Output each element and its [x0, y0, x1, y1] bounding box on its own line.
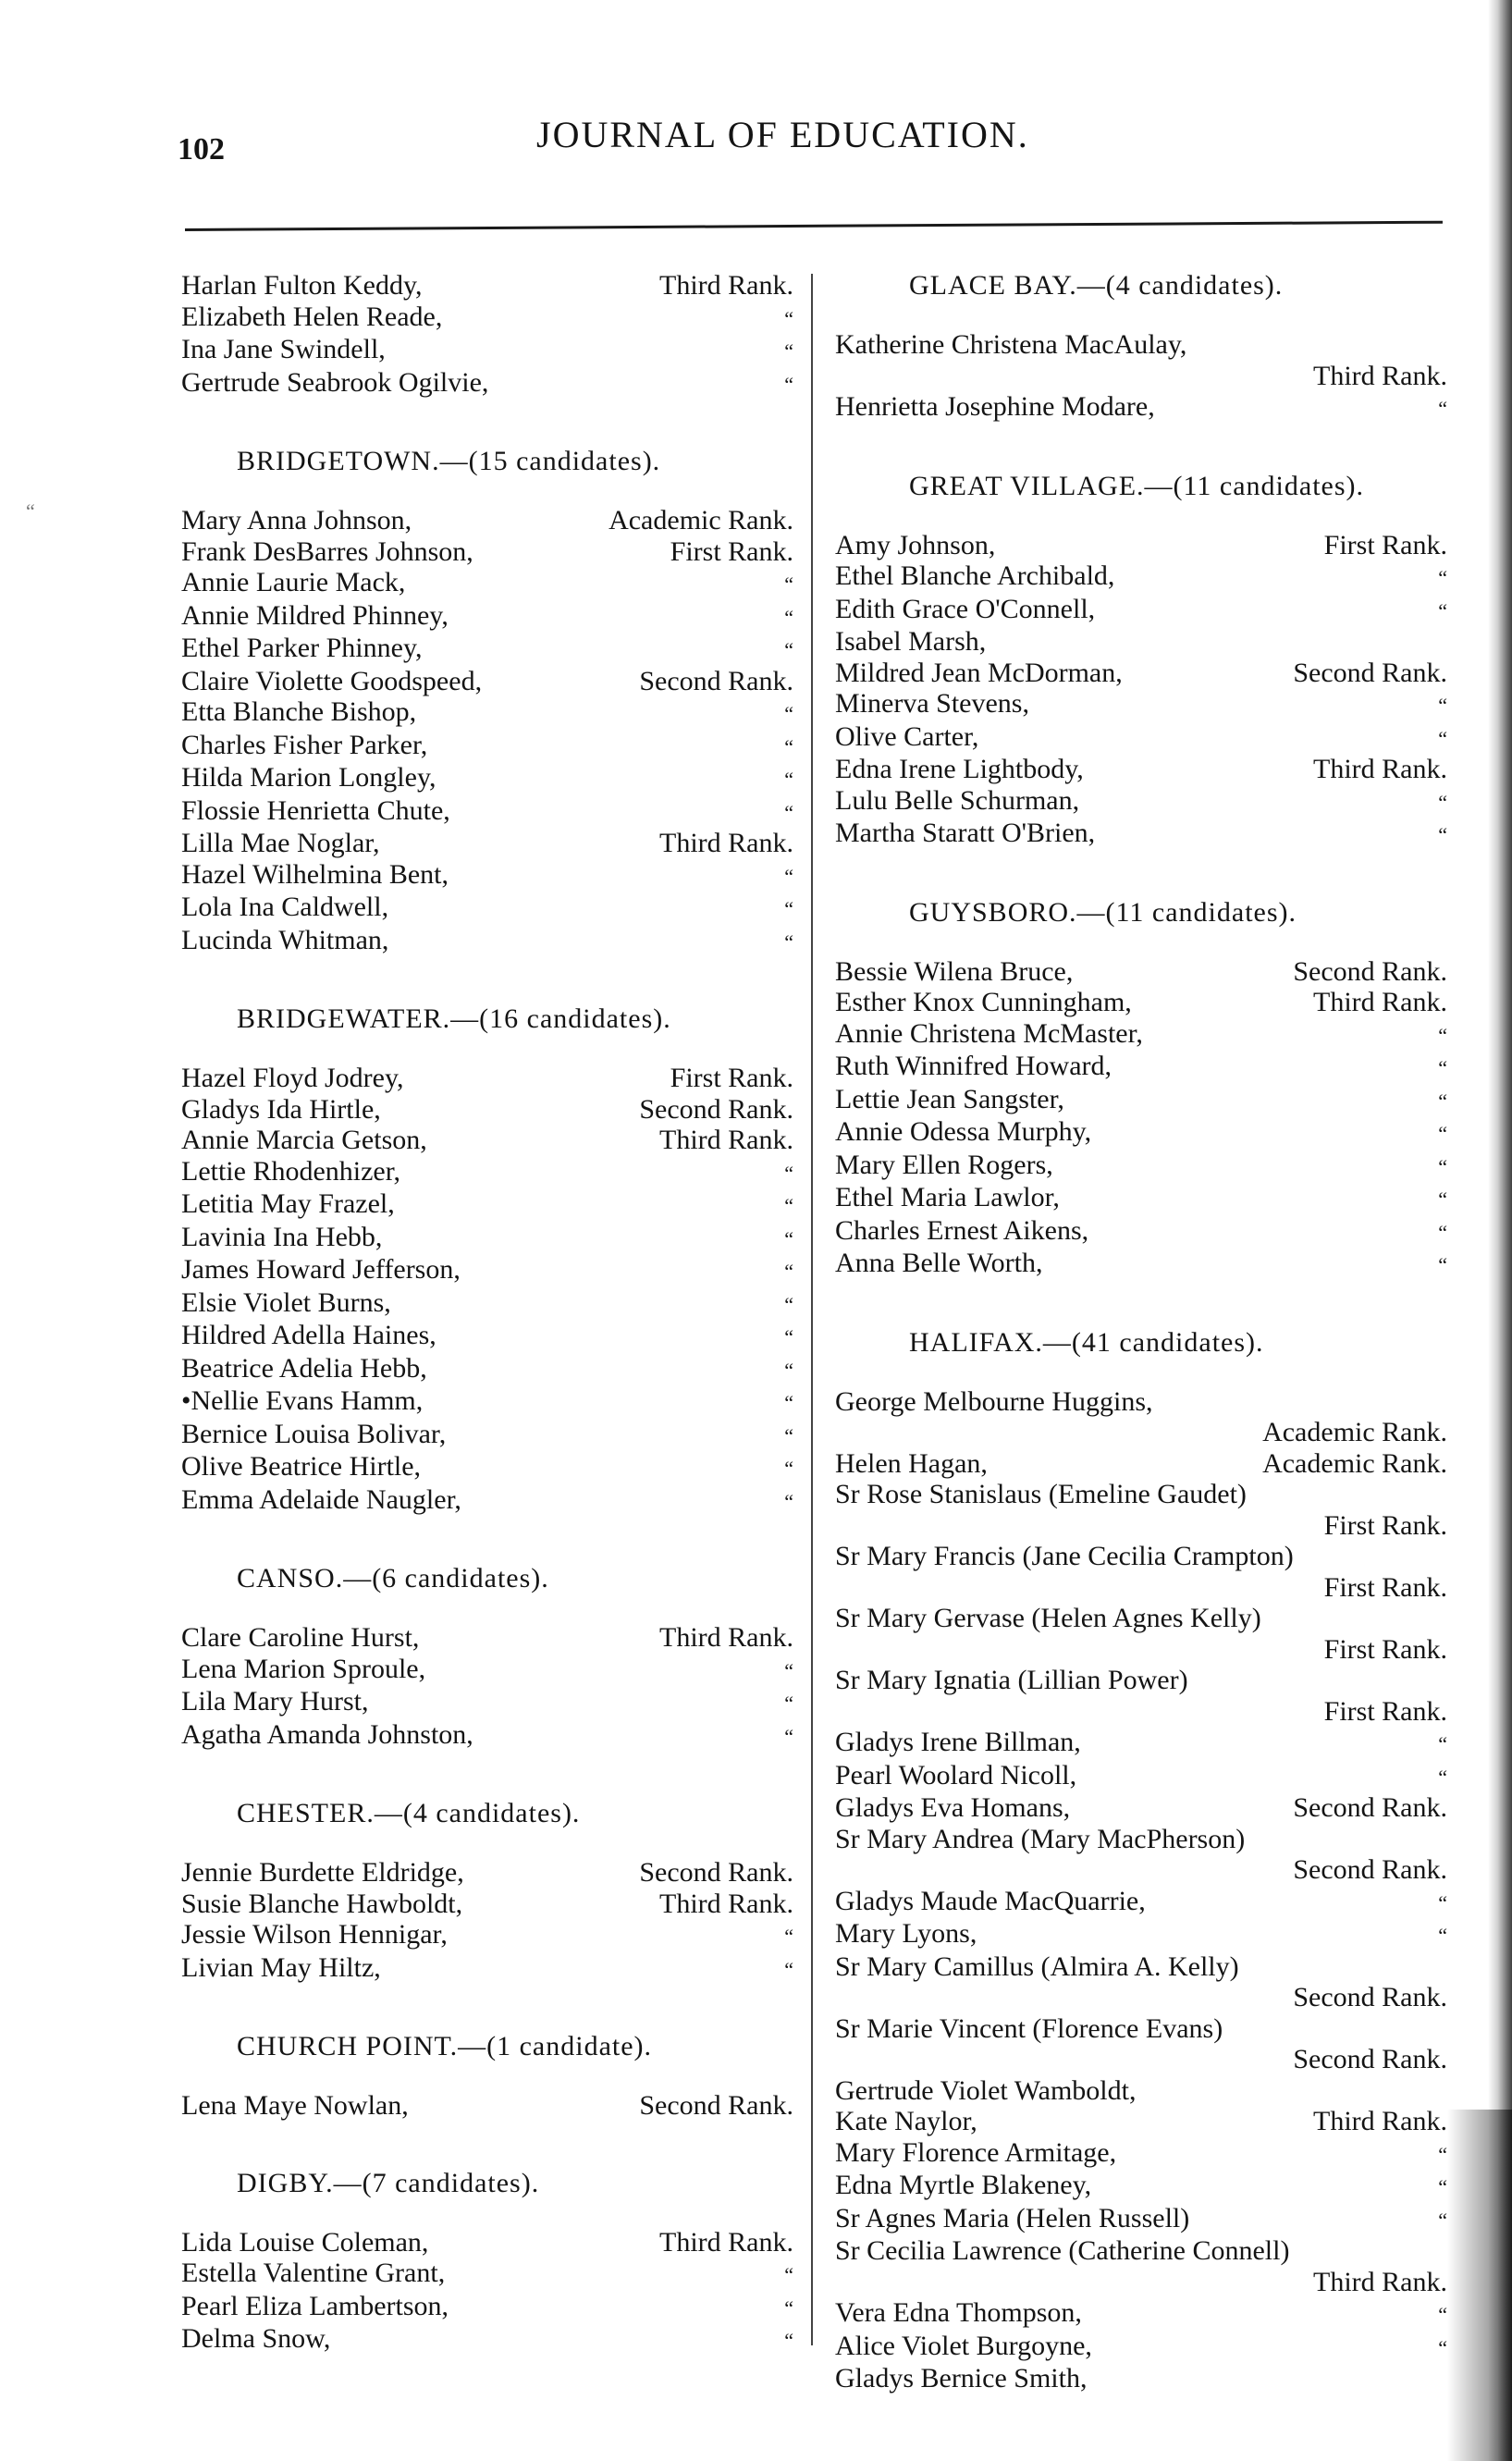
ditto-mark: “ — [1438, 726, 1447, 750]
candidate-row — [181, 1919, 810, 1952]
candidate-name: Bessie Wilena Bruce, — [835, 955, 1074, 987]
candidate-rank: Second Rank. — [1293, 1854, 1447, 1885]
candidate-name: Esther Knox Cunningham, — [835, 987, 1132, 1017]
section-heading: CHURCH POINT.—(1 candidate). — [237, 2031, 653, 2061]
candidate-row — [835, 594, 1464, 627]
ditto-mark: “ — [1438, 566, 1447, 589]
ditto-mark: “ — [784, 1489, 793, 1513]
candidate-name: Lulu Belle Schurman, — [835, 784, 1080, 816]
candidate-rank: First Rank. — [670, 535, 793, 567]
candidate-name: Elizabeth Helen Reade, — [181, 301, 443, 332]
ditto-mark: “ — [1438, 1732, 1447, 1755]
candidate-name: Letitia May Frazel, — [181, 1188, 395, 1219]
candidate-name: Sr Mary Andrea (Mary MacPherson) — [835, 1823, 1246, 1854]
right-column — [835, 270, 1464, 2441]
candidate-row — [835, 391, 1464, 425]
ditto-mark: “ — [784, 339, 793, 363]
candidate-row — [835, 1792, 1464, 1824]
candidate-row — [835, 1386, 1464, 1448]
section-continued — [181, 270, 810, 400]
ditto-mark: “ — [784, 1724, 793, 1748]
ditto-mark: “ — [1438, 1220, 1447, 1244]
candidate-name: Isabel Marsh, — [835, 626, 987, 657]
candidate-rank: Second Rank. — [639, 665, 793, 696]
candidate-name: Lucinda Whitman, — [181, 924, 389, 955]
candidate-row — [835, 1448, 1464, 1480]
candidate-row — [181, 633, 810, 666]
candidate-name: Jennie Burdette Eldridge, — [181, 1857, 464, 1888]
candidate-row — [835, 1603, 1464, 1665]
candidate-name: Emma Adelaide Naugler, — [181, 1483, 461, 1515]
ditto-mark: “ — [784, 1358, 793, 1382]
candidate-name: Elsie Violet Burns, — [181, 1286, 391, 1318]
candidate-name: Ethel Parker Phinney, — [181, 633, 423, 663]
ditto-mark: “ — [784, 1658, 793, 1682]
ditto-mark: “ — [784, 605, 793, 629]
ditto-mark: “ — [1438, 397, 1447, 420]
candidate-row — [835, 2013, 1464, 2075]
candidate-name: Olive Beatrice Hirtle, — [181, 1451, 422, 1482]
ditto-mark: “ — [1438, 2303, 1447, 2326]
candidate-row — [181, 666, 810, 697]
section-heading: GREAT VILLAGE.—(11 candidates). — [909, 470, 1365, 501]
candidate-name: Lola Ina Caldwell, — [181, 892, 389, 922]
candidate-row — [835, 721, 1464, 755]
ditto-mark: “ — [784, 1161, 793, 1185]
candidate-rank: Third Rank. — [1313, 360, 1447, 391]
candidate-name: Ethel Blanche Archibald, — [835, 560, 1115, 591]
candidate-row — [181, 1484, 810, 1518]
ditto-mark: “ — [784, 638, 793, 661]
ditto-mark: “ — [1438, 1023, 1447, 1047]
candidate-name: Hazel Wilhelmina Bent, — [181, 858, 449, 890]
candidate-row — [835, 1215, 1464, 1249]
ditto-mark: “ — [1438, 2175, 1447, 2198]
candidate-row — [181, 1719, 810, 1753]
candidate-rank: First Rank. — [1323, 1695, 1447, 1727]
candidate-name: Lena Marion Sproule, — [181, 1653, 426, 1684]
candidate-name: Delma Snow, — [181, 2323, 331, 2354]
candidate-name: Estella Valentine Grant, — [181, 2258, 446, 2288]
ditto-mark: “ — [1438, 1890, 1447, 1914]
ditto-mark: “ — [1438, 1089, 1447, 1113]
candidate-row — [181, 505, 810, 536]
ditto-mark: “ — [1438, 1765, 1447, 1789]
candidate-name: Lavinia Ina Hebb, — [181, 1221, 383, 1252]
candidate-name: Sr Agnes Maria (Helen Russell) — [835, 2202, 1190, 2233]
candidate-name: Amy Johnson, — [835, 529, 996, 560]
candidate-rank: First Rank. — [1323, 529, 1447, 560]
candidate-row — [181, 696, 810, 730]
candidate-row — [835, 658, 1464, 689]
candidate-name: Hilda Marion Longley, — [181, 762, 436, 793]
candidate-name: Bernice Louisa Bolivar, — [181, 1418, 447, 1449]
candidate-name: Annie Laurie Mack, — [181, 567, 406, 597]
candidate-row — [181, 1686, 810, 1719]
ditto-mark: “ — [1438, 1122, 1447, 1145]
candidate-row — [181, 2258, 810, 2291]
ditto-mark: “ — [784, 864, 793, 888]
candidate-name: Minerva Stevens, — [835, 688, 1029, 719]
section-heading: BRIDGETOWN.—(15 candidates). — [237, 446, 661, 476]
section-heading: CANSO.—(6 candidates). — [237, 1563, 549, 1593]
section-glace-bay — [835, 270, 1464, 425]
candidate-rank: Second Rank. — [1293, 955, 1447, 987]
candidate-name: Gladys Eva Homans, — [835, 1792, 1071, 1823]
candidate-row — [835, 1479, 1464, 1541]
candidate-rank: Third Rank. — [659, 1125, 793, 1155]
candidate-row — [181, 367, 810, 400]
candidate-row — [181, 536, 810, 568]
ditto-mark: “ — [784, 1457, 793, 1480]
candidate-row — [835, 2170, 1464, 2203]
candidate-row — [181, 1125, 810, 1156]
candidate-name: Livian May Hiltz, — [181, 1951, 381, 1983]
candidate-rank: Academic Rank. — [608, 505, 793, 535]
candidate-name: Ethel Maria Lawlor, — [835, 1182, 1060, 1212]
candidate-name: Lilla Mae Noglar, — [181, 828, 380, 858]
candidate-rank: First Rank. — [1323, 1571, 1447, 1603]
candidate-row — [835, 1886, 1464, 1919]
ditto-mark: “ — [784, 2263, 793, 2286]
candidate-rank: First Rank. — [1323, 1633, 1447, 1665]
candidate-name: Sr Marie Vincent (Florence Evans) — [835, 2012, 1223, 2044]
candidate-row — [181, 925, 810, 958]
candidate-name: Annie Odessa Murphy, — [835, 1116, 1092, 1147]
ditto-mark: “ — [784, 1226, 793, 1250]
candidate-name: Claire Violette Goodspeed, — [181, 665, 483, 696]
section-guysboro — [835, 897, 1464, 1281]
candidate-row — [835, 1018, 1464, 1052]
candidate-row — [835, 329, 1464, 391]
candidate-row — [181, 1287, 810, 1321]
candidate-row — [835, 1541, 1464, 1603]
candidate-name: Frank DesBarres Johnson, — [181, 535, 473, 567]
candidate-name: Vera Edna Thompson, — [835, 2297, 1082, 2328]
candidate-row — [835, 626, 1464, 658]
ditto-mark: “ — [1438, 694, 1447, 717]
candidate-row — [181, 730, 810, 763]
candidate-name: Charles Fisher Parker, — [181, 729, 428, 760]
candidate-rank: Third Rank. — [1313, 2106, 1447, 2136]
ditto-mark: “ — [784, 800, 793, 824]
candidate-name: Agatha Amanda Johnston, — [181, 1718, 473, 1750]
candidate-rank: Third Rank. — [659, 1622, 793, 1653]
candidate-name: Olive Carter, — [835, 720, 979, 752]
candidate-rank: Academic Rank. — [1262, 1447, 1447, 1479]
candidate-name: Gertrude Seabrook Ogilvie, — [181, 366, 489, 398]
candidate-row — [835, 785, 1464, 818]
ditto-mark: “ — [784, 768, 793, 791]
candidate-row — [835, 1116, 1464, 1150]
candidate-row — [181, 567, 810, 600]
candidate-name: Gladys Maude MacQuarrie, — [835, 1885, 1146, 1916]
ditto-mark: “ — [784, 1260, 793, 1283]
candidate-row — [181, 1857, 810, 1889]
ditto-mark: “ — [784, 1391, 793, 1414]
candidate-row — [835, 688, 1464, 721]
candidate-name: Henrietta Josephine Modare, — [835, 391, 1155, 422]
candidate-row — [835, 2331, 1464, 2364]
ditto-mark: “ — [784, 306, 793, 330]
candidate-row — [181, 2323, 810, 2356]
candidate-row — [835, 2203, 1464, 2236]
scan-shadow-edge — [1488, 0, 1512, 2461]
candidate-row — [835, 987, 1464, 1018]
candidate-row — [181, 2291, 810, 2324]
section-chester — [181, 1798, 810, 1985]
candidate-row — [181, 892, 810, 925]
ditto-mark: “ — [784, 1423, 793, 1447]
candidate-row — [835, 1760, 1464, 1793]
candidate-name: Pearl Woolard Nicoll, — [835, 1759, 1077, 1790]
candidate-rank: Third Rank. — [1313, 754, 1447, 784]
section-heading: GUYSBORO.—(11 candidates). — [909, 896, 1297, 928]
section-bridgewater — [181, 1003, 810, 1517]
ditto-mark: “ — [1438, 790, 1447, 814]
candidate-name: Mary Florence Armitage, — [835, 2136, 1117, 2168]
candidate-name: Ina Jane Swindell, — [181, 334, 386, 364]
candidate-name: Katherine Christena MacAulay, — [835, 329, 1187, 360]
candidate-row — [181, 1654, 810, 1687]
candidate-name: Mary Anna Johnson, — [181, 505, 412, 535]
candidate-name: Sr Mary Francis (Jane Cecilia Crampton) — [835, 1541, 1294, 1571]
column-divider — [811, 274, 813, 2345]
candidate-name: Jessie Wilson Hennigar, — [181, 1919, 448, 1950]
section-canso — [181, 1563, 810, 1752]
ditto-mark: “ — [784, 1194, 793, 1217]
candidate-name: Beatrice Adelia Hebb, — [181, 1352, 427, 1384]
candidate-rank: Second Rank. — [639, 1857, 793, 1888]
candidate-name: Lila Mary Hurst, — [181, 1686, 369, 1717]
section-bridgetown — [181, 446, 810, 957]
candidate-row — [835, 1248, 1464, 1281]
candidate-name: Mary Lyons, — [835, 1918, 977, 1949]
ditto-mark: “ — [1438, 2335, 1447, 2359]
candidate-row — [181, 1952, 810, 1986]
ditto-mark: “ — [784, 1692, 793, 1715]
section-heading: CHESTER.—(4 candidates). — [237, 1798, 581, 1828]
candidate-name: Hazel Floyd Jodrey, — [181, 1063, 404, 1093]
candidate-row — [181, 1254, 810, 1287]
candidate-name: Lida Louise Coleman, — [181, 2226, 429, 2258]
candidate-row — [835, 1918, 1464, 1951]
candidate-row — [835, 2363, 1464, 2394]
ditto-mark: “ — [784, 2295, 793, 2319]
candidate-name: Charles Ernest Aikens, — [835, 1214, 1089, 1246]
candidate-name: Kate Naylor, — [835, 2106, 977, 2136]
candidate-row — [181, 270, 810, 301]
ditto-mark: “ — [784, 734, 793, 758]
ditto-mark: “ — [784, 2329, 793, 2352]
candidate-name: Clare Caroline Hurst, — [181, 1622, 420, 1653]
candidate-name: Gladys Ida Hirtle, — [181, 1093, 381, 1125]
candidate-rank: Third Rank. — [659, 828, 793, 858]
candidate-row — [181, 1156, 810, 1189]
candidate-row — [181, 1451, 810, 1484]
ditto-mark: “ — [784, 1292, 793, 1316]
candidate-name: •Nellie Evans Hamm, — [181, 1385, 424, 1416]
section-great-village — [835, 471, 1464, 851]
candidate-name: Gertrude Violet Wamboldt, — [835, 2074, 1137, 2106]
candidate-row — [835, 818, 1464, 851]
ditto-mark: “ — [1438, 2208, 1447, 2232]
candidate-row — [835, 1665, 1464, 1727]
candidate-row — [835, 530, 1464, 561]
candidate-row — [181, 1094, 810, 1126]
candidate-row — [835, 956, 1464, 988]
candidate-rank: Second Rank. — [639, 2090, 793, 2121]
candidate-rank: Third Rank. — [659, 2226, 793, 2258]
candidate-name: Mildred Jean McDorman, — [835, 657, 1123, 688]
candidate-row — [181, 795, 810, 829]
candidate-rank: First Rank. — [670, 1063, 793, 1093]
candidate-row — [181, 1353, 810, 1386]
section-church-point — [181, 2031, 810, 2122]
candidate-row — [181, 828, 810, 859]
candidate-name: Ruth Winnifred Howard, — [835, 1051, 1112, 1081]
section-heading: BRIDGEWATER.—(16 candidates). — [237, 1003, 671, 1034]
candidate-row — [835, 2075, 1464, 2107]
candidate-name: Pearl Eliza Lambertson, — [181, 2290, 449, 2321]
section-halifax — [835, 1327, 1464, 2394]
section-heading: DIGBY.—(7 candidates). — [237, 2167, 540, 2198]
section-heading: GLACE BAY.—(4 candidates). — [909, 270, 1284, 301]
candidate-row — [181, 1063, 810, 1094]
ditto-mark: “ — [784, 702, 793, 725]
candidate-rank: Second Rank. — [1293, 1792, 1447, 1823]
candidate-rank: Second Rank. — [639, 1093, 793, 1125]
candidate-row — [835, 1727, 1464, 1760]
ditto-mark: “ — [784, 572, 793, 596]
page-number: 102 — [178, 132, 225, 166]
candidate-name: Hildred Adella Haines, — [181, 1320, 436, 1350]
candidate-name: Annie Marcia Getson, — [181, 1125, 427, 1155]
candidate-name: Sr Mary Gervase (Helen Agnes Kelly) — [835, 1603, 1261, 1633]
candidate-rank: Second Rank. — [1293, 657, 1447, 688]
candidate-row — [181, 1320, 810, 1353]
candidate-row — [181, 334, 810, 367]
candidate-rank: Third Rank. — [1313, 987, 1447, 1017]
candidate-name: Sr Cecilia Lawrence (Catherine Connell) — [835, 2235, 1290, 2266]
candidate-row — [835, 1051, 1464, 1084]
candidate-row — [181, 1419, 810, 1452]
candidate-name: Sr Mary Camillus (Almira A. Kelly) — [835, 1950, 1239, 1982]
candidate-name: Sr Rose Stanislaus (Emeline Gaudet) — [835, 1479, 1247, 1509]
ditto-mark: “ — [784, 929, 793, 954]
candidate-name: Gladys Bernice Smith, — [835, 2363, 1088, 2393]
candidate-name: Alice Violet Burgoyne, — [835, 2330, 1092, 2361]
candidate-name: Etta Blanche Bishop, — [181, 696, 417, 727]
candidate-name: Flossie Henrietta Chute, — [181, 794, 450, 826]
ditto-mark: “ — [1438, 1924, 1447, 1947]
header-rule — [185, 221, 1443, 231]
candidate-row — [181, 600, 810, 634]
candidate-row — [181, 1222, 810, 1255]
candidate-name: George Melbourne Huggins, — [835, 1385, 1153, 1417]
candidate-row — [835, 2235, 1464, 2297]
candidate-rank: First Rank. — [1323, 1509, 1447, 1541]
candidate-name: Anna Belle Worth, — [835, 1248, 1043, 1278]
candidate-row — [181, 1889, 810, 1920]
candidate-row — [835, 1182, 1464, 1215]
candidate-name: Martha Staratt O'Brien, — [835, 818, 1096, 848]
candidate-name: Edna Irene Lightbody, — [835, 754, 1084, 784]
candidate-row — [835, 560, 1464, 594]
ditto-mark: “ — [1438, 823, 1447, 846]
candidate-name: Edna Myrtle Blakeney, — [835, 2170, 1092, 2200]
candidate-rank: Second Rank. — [1293, 1982, 1447, 2012]
candidate-name: James Howard Jefferson, — [181, 1254, 461, 1285]
candidate-row — [181, 762, 810, 795]
candidate-rank: Third Rank. — [659, 1888, 793, 1919]
ditto-mark: “ — [784, 1925, 793, 1948]
candidate-row — [181, 2227, 810, 2258]
candidate-row — [835, 1084, 1464, 1117]
candidate-row — [181, 2090, 810, 2122]
candidate-name: Harlan Fulton Keddy, — [181, 270, 423, 301]
ditto-mark: “ — [1438, 1253, 1447, 1276]
ditto-mark: “ — [1438, 1187, 1447, 1211]
ditto-mark: “ — [1438, 1056, 1447, 1079]
section-heading: HALIFAX.—(41 candidates). — [909, 1326, 1264, 1358]
candidate-rank: Academic Rank. — [1262, 1417, 1447, 1447]
candidate-row — [835, 2297, 1464, 2331]
left-column — [181, 270, 810, 2403]
candidate-name: Lettie Jean Sangster, — [835, 1083, 1064, 1114]
candidate-rank: Second Rank. — [1293, 2044, 1447, 2074]
margin-mark: “ — [26, 499, 35, 523]
candidate-row — [835, 1951, 1464, 2013]
candidate-row — [181, 859, 810, 892]
candidate-rank: Third Rank. — [1313, 2266, 1447, 2297]
ditto-mark: “ — [784, 1957, 793, 1981]
candidate-name: Annie Christena McMaster, — [835, 1017, 1143, 1049]
ditto-mark: “ — [1438, 598, 1447, 622]
candidate-name: Sr Mary Ignatia (Lillian Power) — [835, 1665, 1188, 1695]
candidate-name: Gladys Irene Billman, — [835, 1727, 1081, 1757]
candidate-name: Edith Grace O'Connell, — [835, 593, 1096, 624]
candidate-rank: Third Rank. — [659, 270, 793, 301]
candidate-name: Annie Mildred Phinney, — [181, 599, 449, 631]
candidate-row — [181, 1622, 810, 1654]
running-title: JOURNAL OF EDUCATION. — [536, 114, 1029, 155]
candidate-row — [181, 1188, 810, 1222]
ditto-mark: “ — [1438, 2142, 1447, 2166]
ditto-mark: “ — [1438, 1154, 1447, 1178]
candidate-row — [835, 754, 1464, 785]
candidate-row — [835, 2106, 1464, 2137]
candidate-name: Lena Maye Nowlan, — [181, 2090, 409, 2121]
candidate-row — [181, 1385, 810, 1419]
candidate-name: Mary Ellen Rogers, — [835, 1149, 1053, 1180]
candidate-name: Susie Blanche Hawboldt, — [181, 1888, 463, 1919]
ditto-mark: “ — [784, 897, 793, 920]
candidate-row — [835, 1824, 1464, 1886]
candidate-name: Lettie Rhodenhizer, — [181, 1155, 401, 1187]
candidate-name: Helen Hagan, — [835, 1447, 988, 1479]
section-digby — [181, 2168, 810, 2356]
candidate-row — [835, 2137, 1464, 2171]
ditto-mark: “ — [784, 372, 793, 396]
ditto-mark: “ — [784, 1325, 793, 1348]
candidate-row — [835, 1150, 1464, 1183]
candidate-row — [181, 301, 810, 335]
